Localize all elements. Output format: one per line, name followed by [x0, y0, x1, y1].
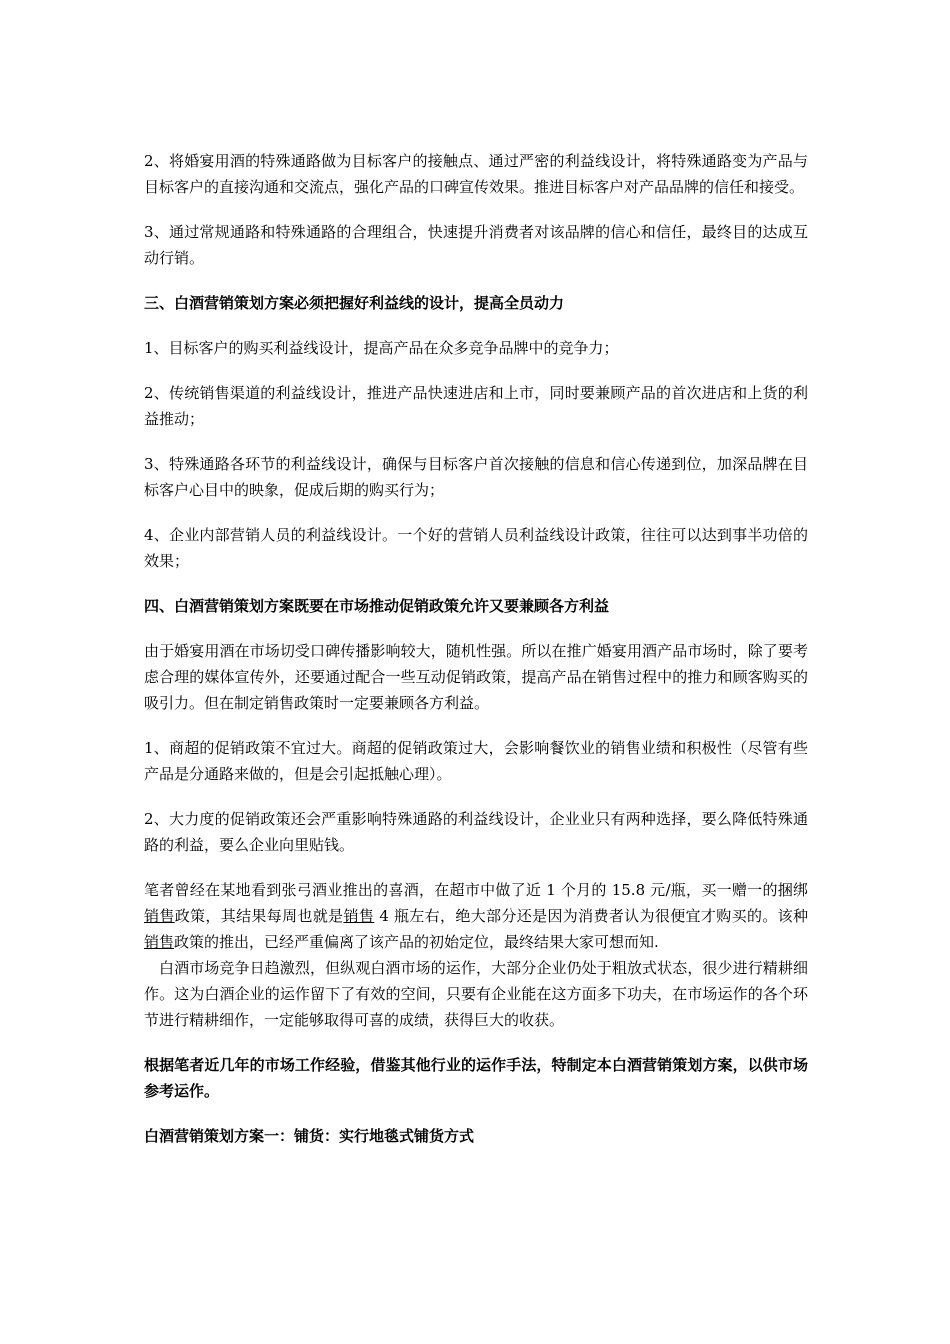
- case-text-part-d: 政策的推出，已经严重偏离了该产品的初始定位，最终结果大家可想而知.: [174, 933, 659, 951]
- section-heading-four: 四、白酒营销策划方案既要在市场推动促销政策允许又要兼顾各方利益: [144, 597, 610, 615]
- paragraph-special-channel-contact: 2、将婚宴用酒的特殊通路做为目标客户的接触点、通过严密的利益线设计，将特殊通路变为产品与目标客户的直接沟通和交流点，强化产品的口碑宣传效果。推进目标客户对产品品牌的信任和接受。: [144, 152, 808, 196]
- case-text-part-a: 笔者曾经在某地看到张弓酒业推出的喜酒，在超市中做了近 1 个月的 15.8 元/瓶，买一赠一的捆绑: [144, 881, 808, 899]
- case-text-part-b: 政策，其结果每周也就是: [174, 907, 344, 925]
- paragraph-channel-combination: 3、通过常规通路和特殊通路的合理组合，快速提升消费者对该品牌的信心和信任，最终目的达成互动行销。: [144, 223, 808, 267]
- document-page: [144, 148, 808, 1168]
- paragraph-customer-benefit-line: 1、目标客户的购买利益线设计，提高产品在众多竞争品牌中的竞争力；: [144, 339, 619, 357]
- paragraph-heavy-promotion-impact: 2、大力度的促销政策还会严重影响特殊通路的利益线设计，企业业只有两种选择，要么降低特殊通路的利益，要么企业向里贴钱。: [144, 810, 808, 854]
- paragraph-special-channel-benefit: 3、特殊通路各环节的利益线设计，确保与目标客户首次接触的信息和信心传递到位，加深品牌在目标客户心目中的映象，促成后期的购买行为；: [144, 455, 808, 499]
- paragraph-market-competition: 白酒市场竞争日趋激烈，但纵观白酒市场的运作，大部分企业仍处于粗放式状态，很少进行精耕细作。这为白酒企业的运作留下了有效的空间，只要有企业能在这方面多下功夫，在市场运作的各个环节进行精耕细作，一定能够取得可喜的成绩，获得巨大的收获。: [144, 959, 808, 1029]
- paragraph-supermarket-promotion: 1、商超的促销政策不宜过大。商超的促销政策过大，会影响餐饮业的销售业绩和积极性（尽管有些产品是分通路来做的，但是会引起抵触心理）。: [144, 739, 808, 783]
- paragraph-traditional-channel-benefit: 2、传统销售渠道的利益线设计，推进产品快速进店和上市，同时要兼顾产品的首次进店和上货的利益推动；: [144, 384, 808, 428]
- section-heading-three: 三、白酒营销策划方案必须把握好利益线的设计，提高全员动力: [144, 294, 565, 312]
- paragraph-plan-introduction: 根据笔者近几年的市场工作经验，借鉴其他行业的运作手法，特制定本白酒营销策划方案，以供市场参考运作。: [144, 1056, 808, 1100]
- paragraph-case-example: [144, 877, 808, 955]
- plan-one-heading: 白酒营销策划方案一：铺货：实行地毯式铺货方式: [144, 1127, 475, 1145]
- paragraph-sales-staff-benefit: 4、企业内部营销人员的利益线设计。一个好的营销人员利益线设计政策，往往可以达到事半功倍的效果；: [144, 526, 808, 570]
- paragraph-wedding-wine-promotion: 由于婚宴用酒在市场切受口碑传播影响较大，随机性强。所以在推广婚宴用酒产品市场时，除了要考虑合理的媒体宣传外，还要通过配合一些互动促销政策，提高产品在销售过程中的推力和顾客购买的吸引力。但在制定销售政策时一定要兼顾各方利益。: [144, 642, 808, 712]
- case-text-part-c: 4 瓶左右，绝大部分还是因为消费者认为很便宜才购买的。该种: [374, 907, 808, 925]
- sales-link-2[interactable]: 销售: [343, 907, 375, 925]
- sales-link-3[interactable]: 销售: [144, 933, 175, 951]
- sales-link-1[interactable]: 销售: [144, 907, 175, 925]
